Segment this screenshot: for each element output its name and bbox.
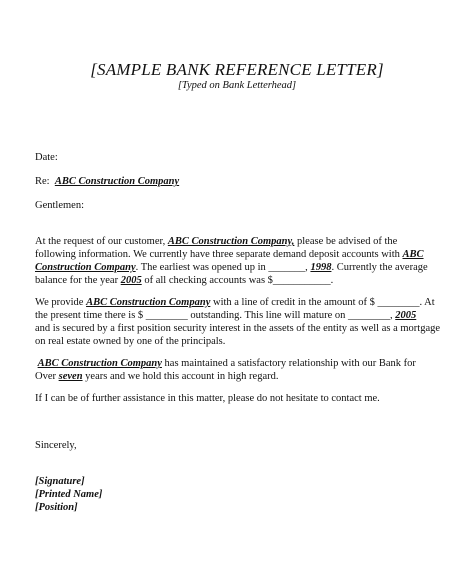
signature-placeholder: [Signature]: [35, 476, 85, 487]
date-line: [35, 152, 58, 163]
p1-line-3: Construction Company. The earliest was opened up in _______, 1998. Currently the average: [35, 262, 428, 273]
p2-line-1: We provide ABC Construction Company with a line of credit in the amount of $ ________. At: [35, 297, 435, 308]
p1-line-2: following information. We currently have three separate demand deposit accounts with ABC: [35, 249, 424, 260]
p2-company: ABC Construction Company: [86, 297, 211, 308]
re-company: ABC Construction Company: [54, 176, 180, 187]
p1-line-4: balance for the year 2005 of all checking accounts was $___________.: [35, 275, 334, 286]
re-line: [35, 176, 179, 187]
salutation: Gentlemen:: [35, 200, 84, 211]
letter-title: [SAMPLE BANK REFERENCE LETTER]: [90, 60, 384, 79]
date-label: Date:: [35, 152, 58, 163]
letter-subtitle: [Typed on Bank Letterhead]: [177, 80, 297, 91]
p3-line-1: ABC Construction Company has maintained a satisfactory relationship with our Bank for: [37, 358, 416, 369]
p3-years: seven: [58, 371, 83, 382]
p2-line-4: on real estate owned by one of the principals.: [35, 336, 226, 347]
p4-line: If I can be of further assistance in this matter, please do not hesitate to contact me.: [35, 393, 380, 404]
p3-line-2: Over seven years and we hold this account in high regard.: [35, 371, 279, 382]
p2-maturity-year: 2005: [395, 310, 417, 321]
p2-line-3: and is secured by a first position security interest in the assets of the entity as well as a mortgage: [35, 323, 441, 334]
p3-company: ABC Construction Company: [37, 358, 162, 369]
p1-balance-year: 2005: [120, 275, 142, 286]
position-placeholder: [Position]: [35, 502, 78, 513]
p1-company: ABC Construction Company,: [167, 236, 295, 247]
p1-year-opened: 1998: [310, 262, 332, 273]
re-label: Re:: [35, 176, 50, 187]
p2-line-2: the present time there is $ ________ outstanding. This line will mature on ________, 2005: [35, 310, 417, 321]
printed-name-placeholder: [Printed Name]: [35, 489, 103, 500]
p1-line-1: At the request of our customer, ABC Construction Company, please be advised of the: [35, 236, 398, 247]
closing: Sincerely,: [35, 440, 77, 451]
